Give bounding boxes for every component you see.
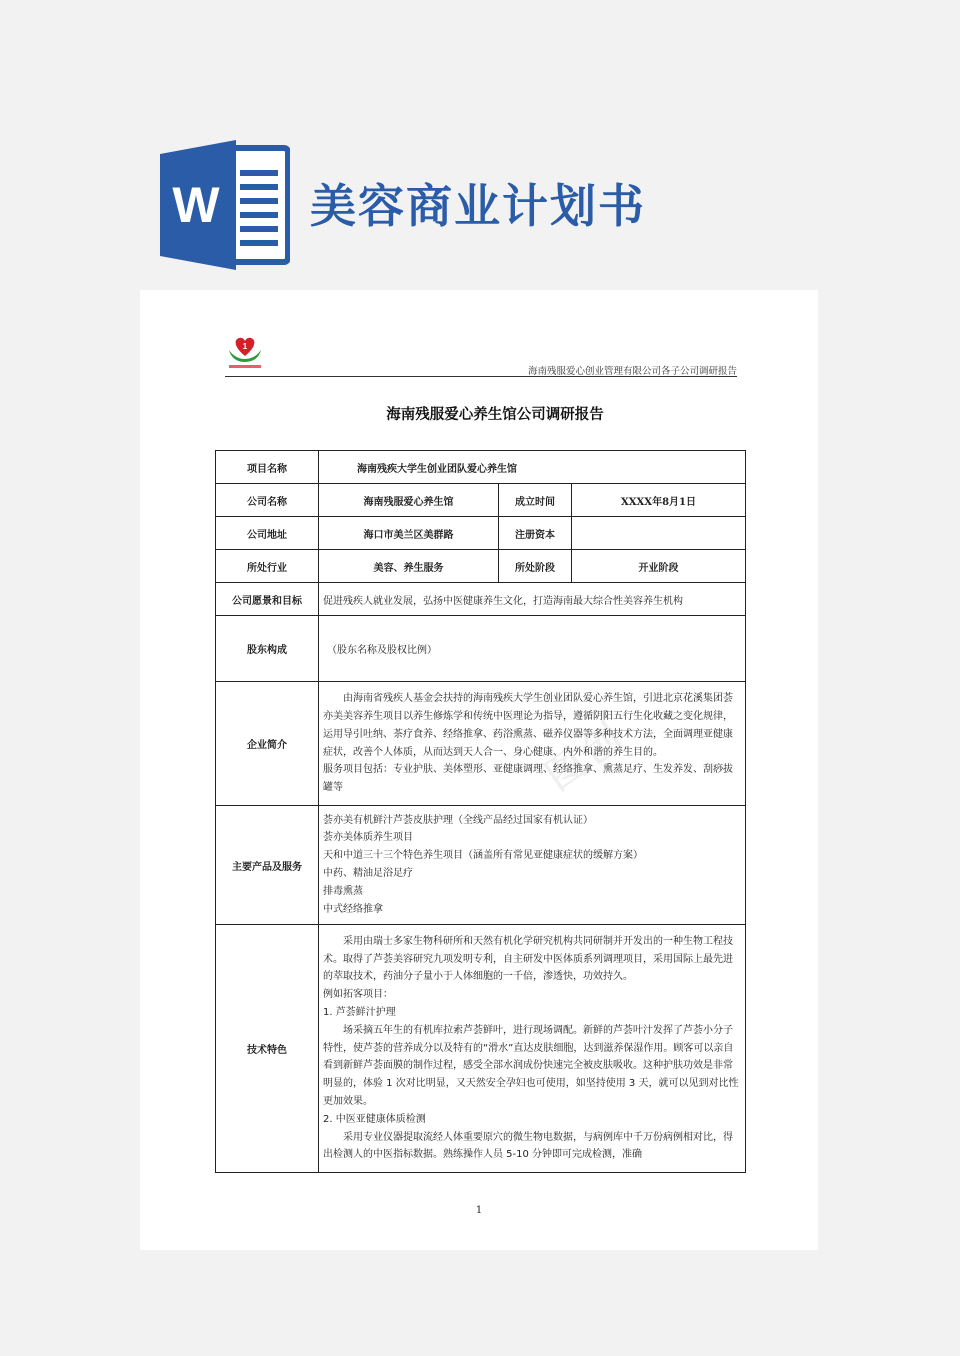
word-document-icon: [160, 140, 290, 270]
shareholders-label: 股东构成: [216, 616, 319, 682]
product-item: 中式经络推拿: [323, 903, 383, 915]
document-page: [140, 290, 818, 1250]
tech-example-heading: 例如拓客项目：: [323, 989, 393, 1001]
project-name-value: 海南残疾大学生创业团队爱心养生馆: [319, 451, 746, 484]
table-row: [216, 583, 746, 616]
table-row: [216, 806, 746, 925]
address-value: 海口市美兰区美群路: [319, 517, 499, 550]
product-item: 排毒熏蒸: [323, 885, 363, 897]
industry-label: 所处行业: [216, 550, 319, 583]
company-name-value: 海南残服爱心养生馆: [319, 484, 499, 517]
table-row: [216, 451, 746, 484]
address-label: 公司地址: [216, 517, 319, 550]
table-row: [216, 484, 746, 517]
product-item: 荟亦美体质养生项目: [323, 832, 413, 844]
company-name-label: 公司名称: [216, 484, 319, 517]
industry-value: 美容、养生服务: [319, 550, 499, 583]
products-label: 主要产品及服务: [216, 806, 319, 925]
founded-label: 成立时间: [499, 484, 572, 517]
tech-label: 技术特色: [216, 925, 319, 1173]
intro-cell: [319, 682, 746, 806]
stage-label: 所处阶段: [499, 550, 572, 583]
tech-item-heading: 2. 中医亚健康体质检测: [323, 1113, 426, 1125]
stage-value: 开业阶段: [572, 550, 746, 583]
organization-logo: [225, 332, 265, 372]
tech-cell: [319, 925, 746, 1173]
svg-text:1: 1: [242, 342, 248, 351]
intro-label: 企业简介: [216, 682, 319, 806]
tech-item-heading: 1. 芦荟鲜汁护理: [323, 1007, 396, 1018]
project-name-label: 项目名称: [216, 451, 319, 484]
table-row: [216, 925, 746, 1173]
tech-paragraph: 采用专业仪器提取流经人体重要原穴的微生物电数据，与病例库中千万份病例相对比，得出检测人的中医指标数据。熟练操作人员 5-10 分钟即可完成检测，准确: [323, 1131, 733, 1161]
vision-label: 公司愿景和目标: [216, 583, 319, 616]
tech-content: [323, 933, 741, 1164]
table-row: [216, 682, 746, 806]
tech-paragraph: 采用由瑞士多家生物科研所和天然有机化学研究机构共同研制并开发出的一种生物工程技术。取得了芦荟美容研究九项发明专利，自主研发中医体质系列调理项目，采用国际上最先进的萃取技术，药油分子量小于人体细胞的一千倍，渗透快，功效持久。: [323, 935, 733, 983]
report-table: [215, 450, 746, 1173]
header-company-text: 海南残服爱心创业管理有限公司各子公司调研报告: [527, 366, 737, 377]
shareholders-value: （股东名称及股权比例）: [319, 616, 746, 682]
product-item: 天和中道三十三个特色养生项目（涵盖所有常见亚健康症状的缓解方案）: [323, 850, 643, 862]
founded-value: XXXX年8月1日: [572, 484, 746, 517]
header-divider: [225, 376, 737, 377]
vision-value: 促进残疾人就业发展，弘扬中医健康养生文化，打造海南最大综合性美容养生机构: [319, 583, 746, 616]
capital-label: 注册资本: [499, 517, 572, 550]
intro-paragraph: 由海南省残疾人基金会扶持的海南残疾大学生创业团队爱心养生馆，引进北京花溪集团荟亦美美容养生项目以养生修炼学和传统中医理论为指导，遵循阴阳五行生化收藏之变化规律，运用导引吐纳、茶疗食养、经络推拿、药浴熏蒸、磁养仪器等多种技术方法，全面调理亚健康症状，改善个人体质，从而达到天人合一、身心健康、内外和谐的养生目的。: [323, 693, 733, 758]
document-title: 海南残服爱心养生馆公司调研报告: [386, 406, 604, 423]
svg-text:W: W: [172, 177, 220, 233]
table-row: [216, 517, 746, 550]
watermark: 图创: [537, 712, 635, 799]
product-item: 中药、精油足浴足疗: [323, 868, 413, 879]
page-number: 1: [475, 1205, 483, 1216]
tech-paragraph: 场采摘五年生的有机库拉索芦荟鲜叶，进行现场调配。新鲜的芦荟叶汁发挥了芦荟小分子特性，使芦荟的营养成分以及特有的“滑水”直达皮肤细胞，达到滋养保湿作用。顾客可以亲自看到新鲜芦荟面膜的制作过程，感受全部水润成份快速完全被皮肤吸收。这种护肤功效是非常明显的，体验 1 次对比明显，又天然安全孕妇也可使用，如坚持使用 3 天，就可以见到对比性更加效果。: [323, 1024, 739, 1107]
table-row: [216, 616, 746, 682]
capital-value: [572, 517, 746, 550]
table-row: [216, 550, 746, 583]
banner: [160, 140, 860, 270]
products-cell: [319, 806, 746, 925]
intro-services: 服务项目包括：专业护肤、美体塑形、亚健康调理、经络推拿、熏蒸足疗、生发养发、刮痧拔罐等: [323, 764, 733, 794]
product-item: 荟亦美有机鲜汁芦荟皮肤护理（全线产品经过国家有机认证）: [323, 814, 593, 826]
banner-title: 美容商业计划书: [310, 179, 646, 233]
